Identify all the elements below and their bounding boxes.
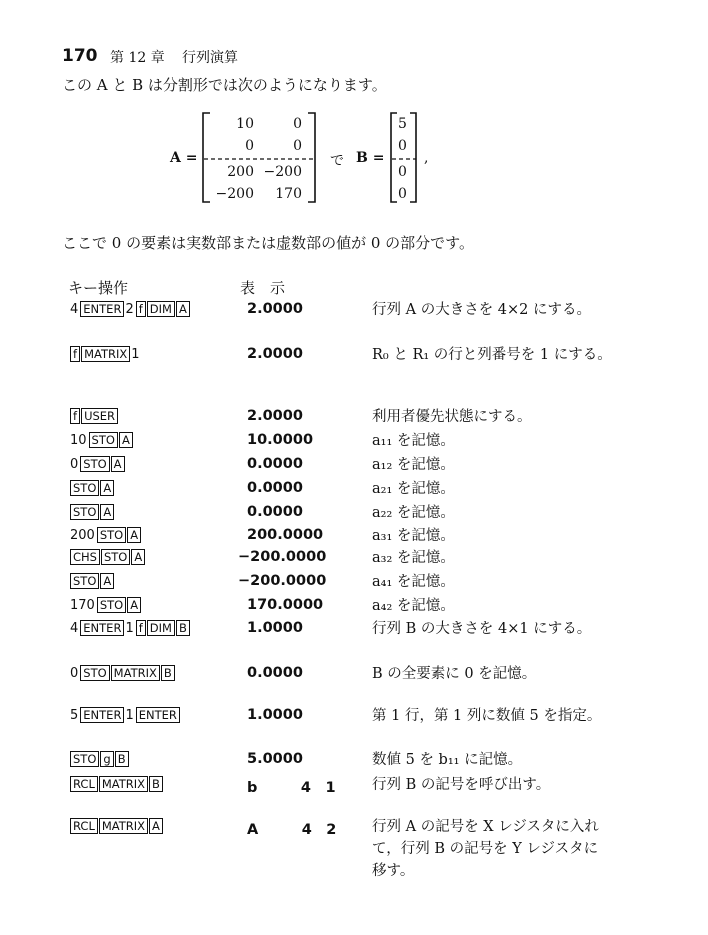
key-digit: 1 xyxy=(125,620,134,636)
table-row xyxy=(0,573,708,593)
step-description: 数値 5 を b₁₁ に記憶。 xyxy=(372,752,523,768)
table-row xyxy=(0,346,708,366)
key-sequence xyxy=(70,818,164,834)
display-value: −200.0000 xyxy=(238,573,327,589)
key-cap: STO xyxy=(70,573,99,589)
display-value: A 4 2 xyxy=(247,822,337,838)
key-sequence xyxy=(70,665,176,681)
display-value: 1.0000 xyxy=(247,707,303,723)
key-cap: RCL xyxy=(70,776,98,792)
step-description: a₄₁ を記憶。 xyxy=(372,574,455,590)
key-cap: f xyxy=(70,346,80,362)
step-description: B の全要素に 0 を記憶。 xyxy=(372,666,537,682)
table-row xyxy=(0,549,708,569)
table-row xyxy=(0,432,708,452)
key-cap: ENTER xyxy=(136,707,180,723)
key-sequence xyxy=(70,776,164,792)
key-cap: A xyxy=(149,818,163,834)
step-description: a₁₁ を記憶。 xyxy=(372,433,455,449)
intro-text: この A と B は分割形では次のようになります。 xyxy=(62,76,387,94)
step-description: a₂₁ を記憶。 xyxy=(372,481,455,497)
key-cap: A xyxy=(176,301,190,317)
key-cap: USER xyxy=(81,408,118,424)
matrix-trailing-comma: , xyxy=(424,150,429,166)
key-cap: A xyxy=(127,597,141,613)
display-value: 2.0000 xyxy=(247,408,303,424)
table-row xyxy=(0,751,708,771)
matrix-a-cell: 10 xyxy=(236,116,254,132)
key-cap: DIM xyxy=(147,301,175,317)
display-value: 5.0000 xyxy=(247,751,303,767)
table-row xyxy=(0,620,708,640)
key-cap: ENTER xyxy=(80,301,124,317)
key-sequence xyxy=(70,573,115,589)
key-cap: f xyxy=(70,408,80,424)
display-value: 0.0000 xyxy=(247,504,303,520)
col-header-display: 表 示 xyxy=(240,279,286,297)
key-cap: STO xyxy=(89,432,118,448)
table-row xyxy=(0,707,708,727)
table-row xyxy=(0,504,708,524)
page-number: 170 xyxy=(62,46,98,66)
matrix-a-cell: 0 xyxy=(293,138,302,154)
key-cap: MATRIX xyxy=(111,665,160,681)
display-value: 170.0000 xyxy=(247,597,324,613)
key-sequence xyxy=(70,301,191,317)
display-value: 0.0000 xyxy=(247,665,303,681)
key-sequence xyxy=(70,432,134,448)
step-description: a₂₂ を記憶。 xyxy=(372,505,455,521)
key-cap: STO xyxy=(70,751,99,767)
key-sequence xyxy=(70,346,142,362)
key-digit: 4 xyxy=(70,620,79,636)
key-cap: A xyxy=(100,504,114,520)
display-value: 2.0000 xyxy=(247,301,303,317)
matrix-a-label: A = xyxy=(170,150,198,166)
key-cap: DIM xyxy=(147,620,175,636)
key-cap: RCL xyxy=(70,818,98,834)
key-digit: 1 xyxy=(131,346,140,362)
key-digit: 5 xyxy=(70,707,79,723)
key-cap: MATRIX xyxy=(99,776,148,792)
matrix-a-cell: 200 xyxy=(227,164,254,180)
key-digit: 1 xyxy=(125,707,134,723)
key-cap: STO xyxy=(70,504,99,520)
matrix-a-cell: 0 xyxy=(245,138,254,154)
key-digit: 0 xyxy=(70,456,79,472)
matrix-a-cell: 170 xyxy=(275,186,302,202)
key-cap: STO xyxy=(80,456,109,472)
step-description: a₃₁ を記憶。 xyxy=(372,528,455,544)
key-cap: MATRIX xyxy=(99,818,148,834)
table-row xyxy=(0,776,708,796)
key-cap: A xyxy=(119,432,133,448)
key-digit: 200 xyxy=(70,527,95,543)
col-header-keys: キー操作 xyxy=(68,279,129,297)
key-sequence xyxy=(70,456,126,472)
table-row xyxy=(0,665,708,685)
key-digit: 170 xyxy=(70,597,95,613)
table-row xyxy=(0,527,708,547)
key-cap: STO xyxy=(97,597,126,613)
step-description: R₀ と R₁ の行と列番号を 1 にする。 xyxy=(372,347,612,363)
matrix-b-cell: 0 xyxy=(398,138,407,154)
key-cap: f xyxy=(136,301,146,317)
display-value: 0.0000 xyxy=(247,456,303,472)
key-digit: 10 xyxy=(70,432,87,448)
step-description: 行列 B の大きさを 4×1 にする。 xyxy=(372,621,592,637)
key-cap: STO xyxy=(80,665,109,681)
key-digit: 4 xyxy=(70,301,79,317)
key-cap: ENTER xyxy=(80,620,124,636)
key-sequence xyxy=(70,504,115,520)
display-value: b 4 1 xyxy=(247,780,336,796)
matrix-a-cell: −200 xyxy=(263,164,302,180)
key-cap: A xyxy=(100,573,114,589)
key-cap: STO xyxy=(70,480,99,496)
table-row xyxy=(0,456,708,476)
step-description: 第 1 行，第 1 列に数値 5 を指定。 xyxy=(372,708,602,724)
key-cap: A xyxy=(111,456,125,472)
matrix-connector: で xyxy=(330,153,344,169)
step-description: a₄₂ を記憶。 xyxy=(372,598,455,614)
matrix-b-cell: 0 xyxy=(398,164,407,180)
key-cap: STO xyxy=(97,527,126,543)
key-sequence xyxy=(70,620,191,636)
key-cap: MATRIX xyxy=(81,346,130,362)
display-value: −200.0000 xyxy=(238,549,327,565)
display-value: 200.0000 xyxy=(247,527,324,543)
matrix-a-cell: −200 xyxy=(215,186,254,202)
matrix-b-label: B = xyxy=(356,150,385,166)
key-cap: B xyxy=(176,620,190,636)
step-description: a₁₂ を記憶。 xyxy=(372,457,455,473)
key-sequence xyxy=(70,707,181,723)
display-value: 10.0000 xyxy=(247,432,314,448)
table-row xyxy=(0,818,708,879)
table-row xyxy=(0,480,708,500)
matrix-a-cell: 0 xyxy=(293,116,302,132)
key-sequence xyxy=(70,480,115,496)
key-cap: CHS xyxy=(70,549,100,565)
table-row xyxy=(0,597,708,617)
step-description: 行列 A の記号を X レジスタに入れて，行列 B の記号を Y レジスタに移す。 xyxy=(372,819,599,879)
key-cap: g xyxy=(100,751,113,767)
matrix-b-cell: 0 xyxy=(398,186,407,202)
table-row xyxy=(0,408,708,428)
table-row xyxy=(0,301,708,321)
step-description: a₃₂ を記憶。 xyxy=(372,550,455,566)
chapter-label: 第 12 章 xyxy=(110,50,165,66)
key-cap: f xyxy=(136,620,146,636)
key-cap: A xyxy=(100,480,114,496)
display-value: 0.0000 xyxy=(247,480,303,496)
matrix-b-cell: 5 xyxy=(398,116,407,132)
step-description: 利用者優先状態にする。 xyxy=(372,409,532,425)
display-value: 2.0000 xyxy=(247,346,303,362)
key-digit: 0 xyxy=(70,665,79,681)
key-sequence xyxy=(70,408,119,424)
key-digit: 2 xyxy=(125,301,134,317)
key-cap: B xyxy=(161,665,175,681)
key-cap: A xyxy=(131,549,145,565)
key-sequence xyxy=(70,527,142,543)
key-cap: B xyxy=(115,751,129,767)
key-cap: STO xyxy=(101,549,130,565)
key-cap: ENTER xyxy=(80,707,124,723)
step-description: 行列 A の大きさを 4×2 にする。 xyxy=(372,302,592,318)
post-text: ここで 0 の要素は実数部または虚数部の値が 0 の部分です。 xyxy=(62,234,474,252)
key-sequence xyxy=(70,751,130,767)
chapter-title: 行列演算 xyxy=(182,50,238,66)
display-value: 1.0000 xyxy=(247,620,303,636)
step-description: 行列 B の記号を呼び出す。 xyxy=(372,777,551,793)
key-sequence xyxy=(70,597,142,613)
key-sequence xyxy=(70,549,146,565)
key-cap: B xyxy=(149,776,163,792)
key-cap: A xyxy=(127,527,141,543)
